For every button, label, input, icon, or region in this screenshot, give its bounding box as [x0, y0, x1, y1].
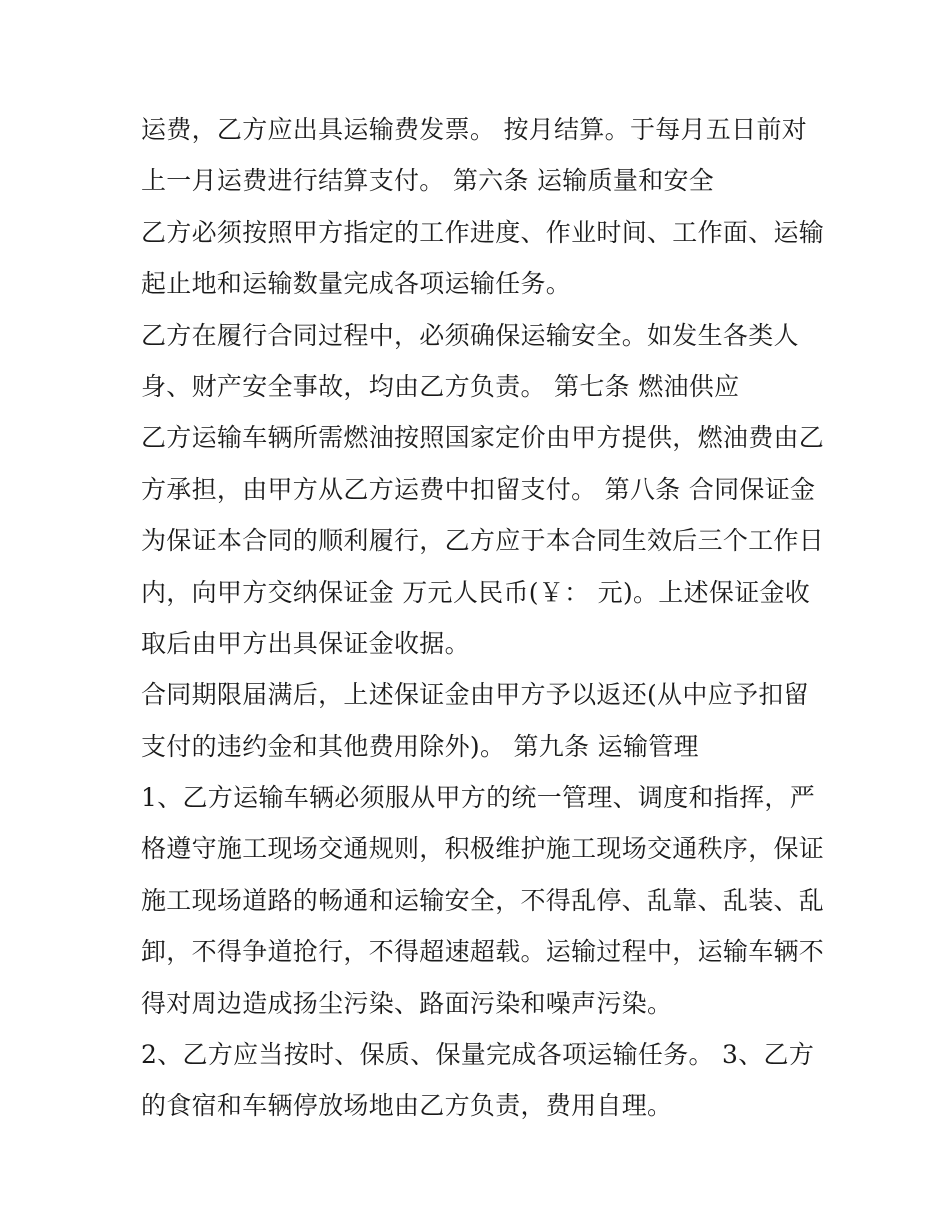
text-line: 1、乙方运输车辆必须服从甲方的统一管理、调度和指挥，严 [141, 783, 816, 813]
text-line: 2、乙方应当按时、保质、保量完成各项运输任务。 3、乙方 [141, 1040, 815, 1070]
text-line: 取后由甲方出具保证金收据。 [141, 628, 470, 658]
text-line: 乙方必须按照甲方指定的工作进度、作业时间、工作面、运输 [141, 217, 825, 247]
text-line: 乙方在履行合同过程中，必须确保运输安全。如发生各类人 [141, 320, 799, 350]
text-line: 施工现场道路的畅通和运输安全，不得乱停、乱靠、乱装、乱 [141, 885, 825, 915]
text-line: 的食宿和车辆停放场地由乙方负责，费用自理。 [141, 1091, 673, 1121]
text-line: 身、财产安全事故，均由乙方负责。 第七条 燃油供应 [141, 371, 740, 401]
text-line: 运费，乙方应出具运输费发票。 按月结算。于每月五日前对 [141, 115, 808, 144]
text-line: 卸，不得争道抢行，不得超速超载。运输过程中，运输车辆不 [141, 937, 825, 967]
text-line: 合同期限届满后，上述保证金由甲方予以返还(从中应予扣留 [141, 680, 809, 710]
text-line: 得对周边造成扬尘污染、路面污染和噪声污染。 [141, 988, 673, 1018]
text-line: 为保证本合同的顺利履行，乙方应于本合同生效后三个工作日 [141, 526, 825, 556]
text-line: 上一月运费进行结算支付。 第六条 运输质量和安全 [141, 166, 715, 196]
text-line: 乙方运输车辆所需燃油按照国家定价由甲方提供，燃油费由乙 [141, 423, 825, 453]
text-line: 起止地和运输数量完成各项运输任务。 [141, 269, 572, 299]
document-body [141, 104, 825, 1132]
text-line: 格遵守施工现场交通规则，积极维护施工现场交通秩序，保证 [141, 834, 825, 864]
text-line: 内，向甲方交纳保证金 万元人民币(￥： 元)。上述保证金收 [141, 577, 811, 607]
text-line: 支付的违约金和其他费用除外)。 第九条 运输管理 [141, 731, 699, 761]
text-line: 方承担，由甲方从乙方运费中扣留支付。 第八条 合同保证金 [141, 474, 816, 504]
